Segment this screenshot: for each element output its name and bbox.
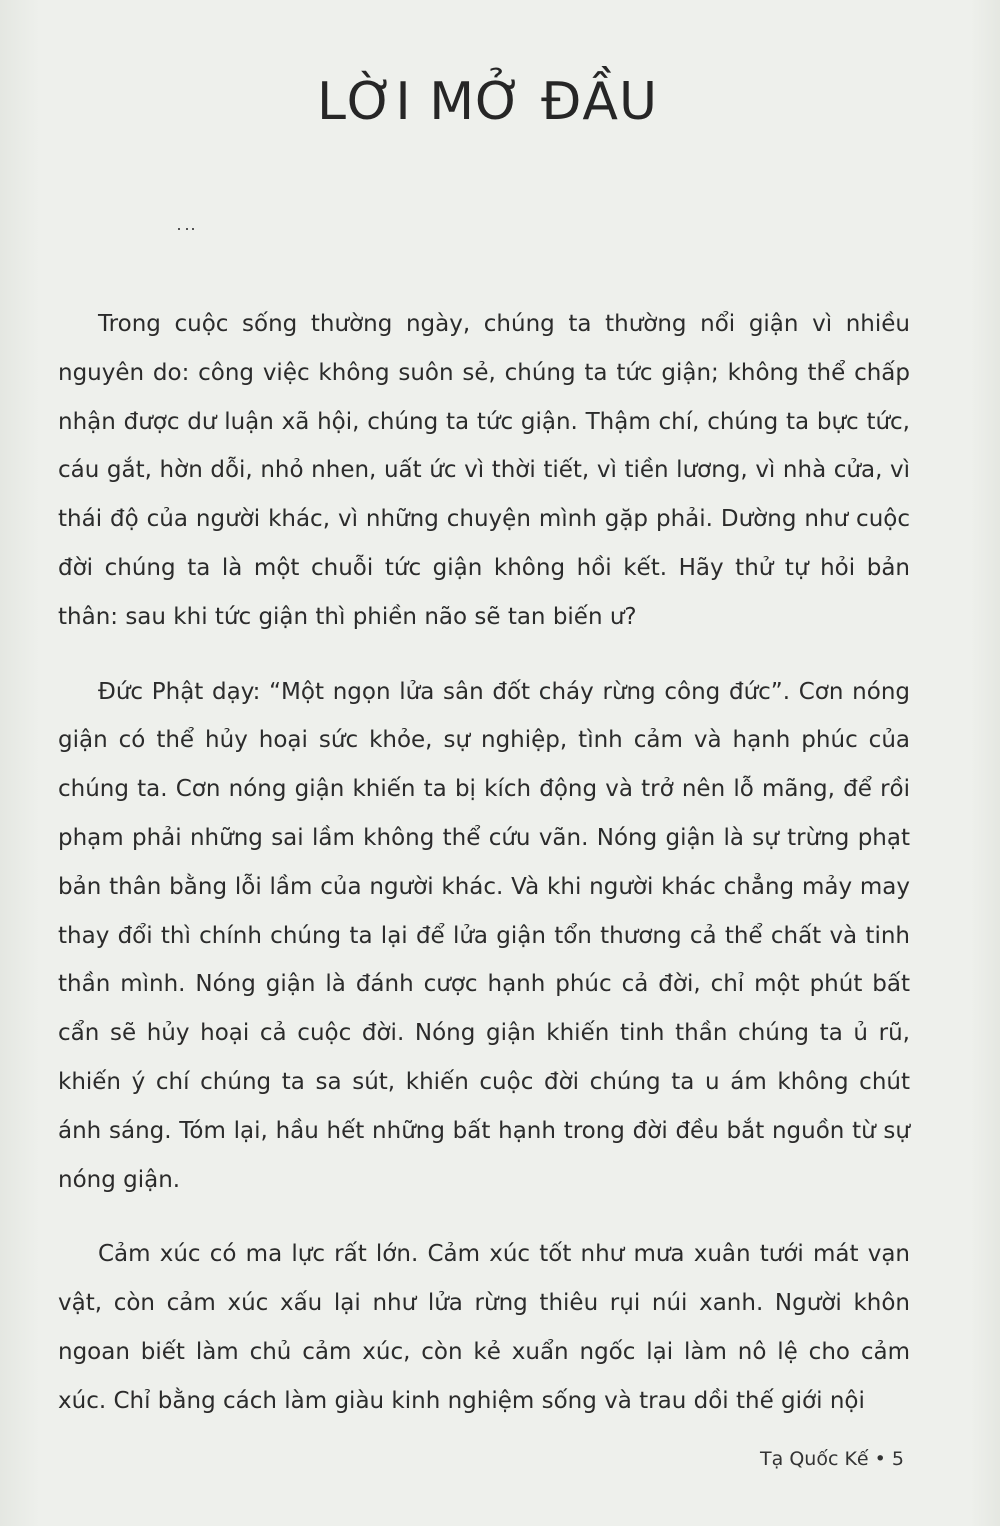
paragraph-1: Trong cuộc sống thường ngày, chúng ta thường nổi giận vì nhiều nguyên do: công việc không suôn sẻ, chúng ta tức giận; không thể chấp nhận được dư luận xã hội, chúng ta tức giận. Thậm chí, chúng ta bực tức, cáu gắt, hờn dỗi, nhỏ nhen, uất ức vì thời tiết, vì tiền lương, vì nhà cửa, vì thái độ của người khác, vì những chuyện mình gặp phải. Dường như cuộc đời chúng ta là một chuỗi tức giận không hồi kết. Hãy thử tự hỏi bản thân: sau khi tức giận thì phiền não sẽ tan biến ư? xyxy=(58,311,910,630)
ink-mark xyxy=(178,226,198,232)
footer-separator: • xyxy=(874,1448,886,1470)
page-number: 5 xyxy=(891,1448,904,1470)
paragraph-2: Đức Phật dạy: “Một ngọn lửa sân đốt cháy rừng công đức”. Cơn nóng giận có thể hủy hoại sức khỏe, sự nghiệp, tình cảm và hạnh phúc của chúng ta. Cơn nóng giận khiến ta bị kích động và trở nên lỗ mãng, để rồi phạm phải những sai lầm không thể cứu vãn. Nóng giận là sự trừng phạt bản thân bằng lỗi lầm của người khác. Và khi người khác chẳng mảy may thay đổi thì chính chúng ta lại để lửa giận tổn thương cả thể chất và tinh thần mình. Nóng giận là đánh cược hạnh phúc cả đời, chỉ một phút bất cẩn sẽ hủy hoại cả cuộc đời. Nóng giận khiến tinh thần chúng ta ủ rũ, khiến ý chí chúng ta sa sút, khiến cuộc đời chúng ta u ám không chút ánh sáng. Tóm lại, hầu hết những bất hạnh trong đời đều bắt nguồn từ sự nóng giận. xyxy=(58,678,910,1193)
footer-author: Tạ Quốc Kế xyxy=(760,1448,869,1470)
chapter-title: LỜI MỞ ĐẦU xyxy=(316,72,659,132)
paragraph-3: Cảm xúc có ma lực rất lớn. Cảm xúc tốt như mưa xuân tưới mát vạn vật, còn cảm xúc xấu lại như lửa rừng thiêu rụi núi xanh. Người khôn ngoan biết làm chủ cảm xúc, còn kẻ xuẩn ngốc lại làm nô lệ cho cảm xúc. Chỉ bằng cách làm giàu kinh nghiệm sống và trau dồi thế giới nội xyxy=(58,1241,910,1414)
body-text xyxy=(58,300,910,1452)
running-footer xyxy=(760,1448,904,1470)
